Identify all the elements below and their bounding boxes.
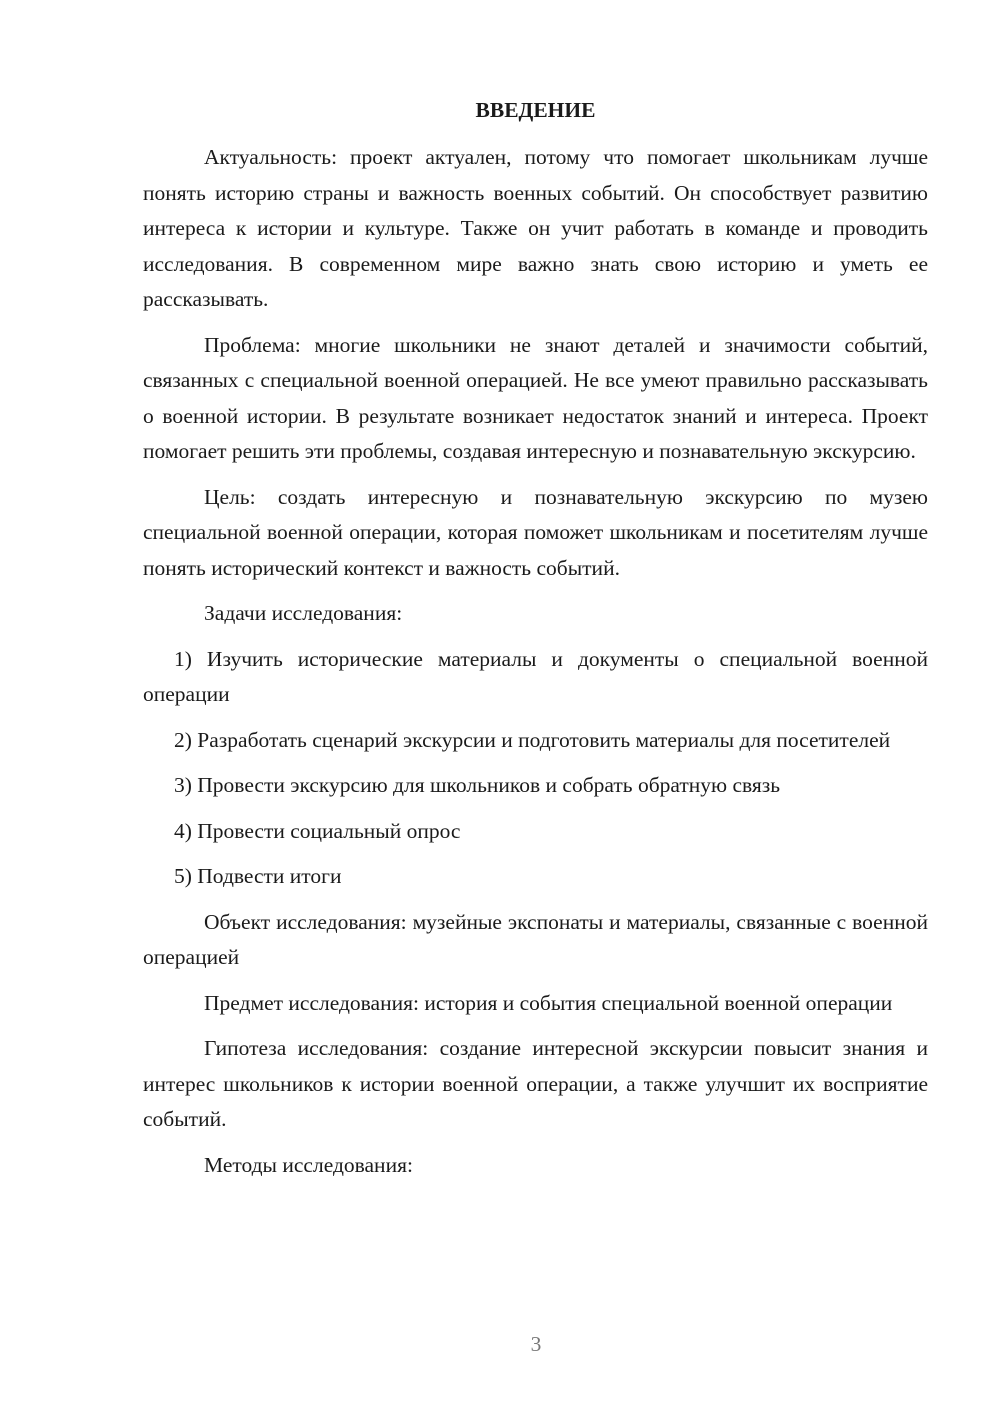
tasks-heading: Задачи исследования: bbox=[204, 601, 403, 625]
paragraph-hypothesis: Гипотеза исследования: создание интересной экскурсии повысит знания и интерес школьников к истории военной операции, а также улучшит их восприятие событий. bbox=[143, 1036, 928, 1131]
paragraph-object: Объект исследования: музейные экспонаты и материалы, связанные с военной операцией bbox=[143, 909, 928, 969]
task-item-5: 5) Подвести итоги bbox=[174, 864, 342, 888]
paragraph-problem: Проблема: многие школьники не знают деталей и значимости событий, связанных с специальной военной операцией. Не все умеют правильно рассказывать о военной истории. В результате возникает недостаток знаний и интереса. Проект помогает решить эти проблемы, создавая интересную и познавательную экскурсию. bbox=[143, 332, 928, 463]
methods-heading: Методы исследования: bbox=[204, 1152, 413, 1177]
paragraph-subject: Предмет исследования: история и события специальной военной операции bbox=[204, 990, 893, 1015]
task-item-2: 2) Разработать сценарий экскурсии и подготовить материалы для посетителей bbox=[174, 727, 891, 752]
paragraph-relevance: Актуальность: проект актуален, потому что помогает школьникам лучше понять историю страны и важность военных событий. Он способствует развитию интереса к истории и культуре. Также он учит работать в команде и проводить исследования. В современном мире важно знать свою историю и уметь ее рассказывать. bbox=[143, 145, 928, 311]
paragraph-goal: Цель: создать интересную и познавательную экскурсию по музею специальной военной операции, которая поможет школьникам и посетителям лучше понять исторический контекст и важность событий. bbox=[143, 484, 928, 580]
task-item-3: 3) Провести экскурсию для школьников и собрать обратную связь bbox=[174, 773, 781, 797]
task-item-1: 1) Изучить исторические материалы и документы о специальной военной операции bbox=[143, 646, 928, 706]
page-number: 3 bbox=[530, 1332, 542, 1356]
task-item-4: 4) Провести социальный опрос bbox=[174, 818, 461, 843]
document-title: ВВЕДЕНИЕ bbox=[475, 98, 596, 122]
document-page bbox=[143, 88, 928, 1193]
